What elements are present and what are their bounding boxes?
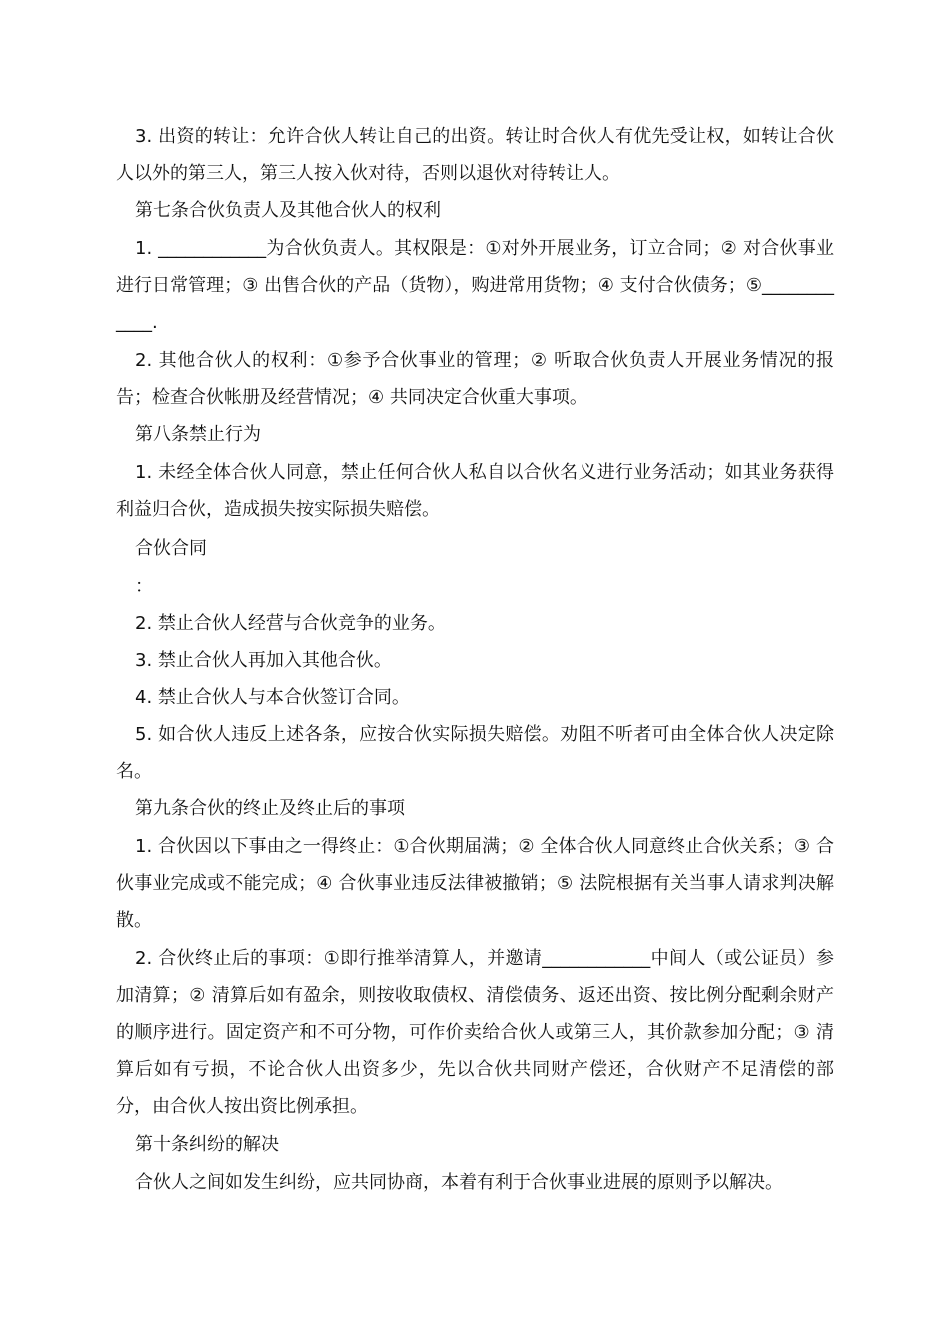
paragraph-partner-in-charge: 1. ____________为合伙负责人。其权限是：①对外开展业务，订立合同；② 对合伙事业进行日常管理；③ 出售合伙的产品（货物），购进常用货物；④ 支付合伙债务；⑤____________. — [116, 238, 834, 333]
heading-article-9: 第九条合伙的终止及终止后的事项 — [135, 798, 405, 819]
heading-article-10: 第十条纠纷的解决 — [135, 1134, 279, 1155]
paragraph-prohibition-5: 5. 如合伙人违反上述各条，应按合伙实际损失赔偿。劝阻不听者可由全体合伙人决定除名。 — [116, 724, 834, 782]
paragraph-termination-1: 1. 合伙因以下事由之一得终止：①合伙期届满；② 全体合伙人同意终止合伙关系；③ 合伙事业完成或不能完成；④ 合伙事业违反法律被撤销；⑤ 法院根据有关当事人请求判决解散。 — [116, 836, 834, 931]
paragraph-contract-title: 合伙合同 — [135, 538, 207, 559]
paragraph-prohibition-4: 4. 禁止合伙人与本合伙签订合同。 — [135, 687, 410, 708]
paragraph-prohibition-1: 1. 未经全体合伙人同意，禁止任何合伙人私自以合伙名义进行业务活动；如其业务获得利益归合伙，造成损失按实际损失赔偿。 — [116, 462, 834, 520]
paragraph-prohibition-2: 2. 禁止合伙人经营与合伙竞争的业务。 — [135, 613, 446, 634]
paragraph-colon: ： — [135, 576, 153, 597]
heading-article-8: 第八条禁止行为 — [135, 424, 261, 445]
heading-article-7: 第七条合伙负责人及其他合伙人的权利 — [135, 200, 441, 221]
paragraph-prohibition-3: 3. 禁止合伙人再加入其他合伙。 — [135, 650, 392, 671]
paragraph-capital-transfer: 3. 出资的转让：允许合伙人转让自己的出资。转让时合伙人有优先受让权，如转让合伙人以外的第三人，第三人按入伙对待，否则以退伙对待转让人。 — [116, 126, 834, 184]
paragraph-dispute-resolution: 合伙人之间如发生纠纷，应共同协商，本着有利于合伙事业进展的原则予以解决。 — [135, 1172, 783, 1193]
paragraph-termination-2: 2. 合伙终止后的事项：①即行推举清算人，并邀请____________中间人（或公证员）参加清算；② 清算后如有盈余，则按收取债权、清偿债务、返还出资、按比例分配剩余财产的顺序进行。固定资产和不可分物，可作价卖给合伙人或第三人，其价款参加分配；③ 清算后如有亏损，不论合伙人出资多少，先以合伙共同财产偿还，合伙财产不足清偿的部分，由合伙人按出资比例承担。 — [116, 948, 834, 1117]
paragraph-other-partners-rights: 2. 其他合伙人的权利：①参予合伙事业的管理；② 听取合伙负责人开展业务情况的报告；检查合伙帐册及经营情况；④ 共同决定合伙重大事项。 — [116, 350, 834, 408]
